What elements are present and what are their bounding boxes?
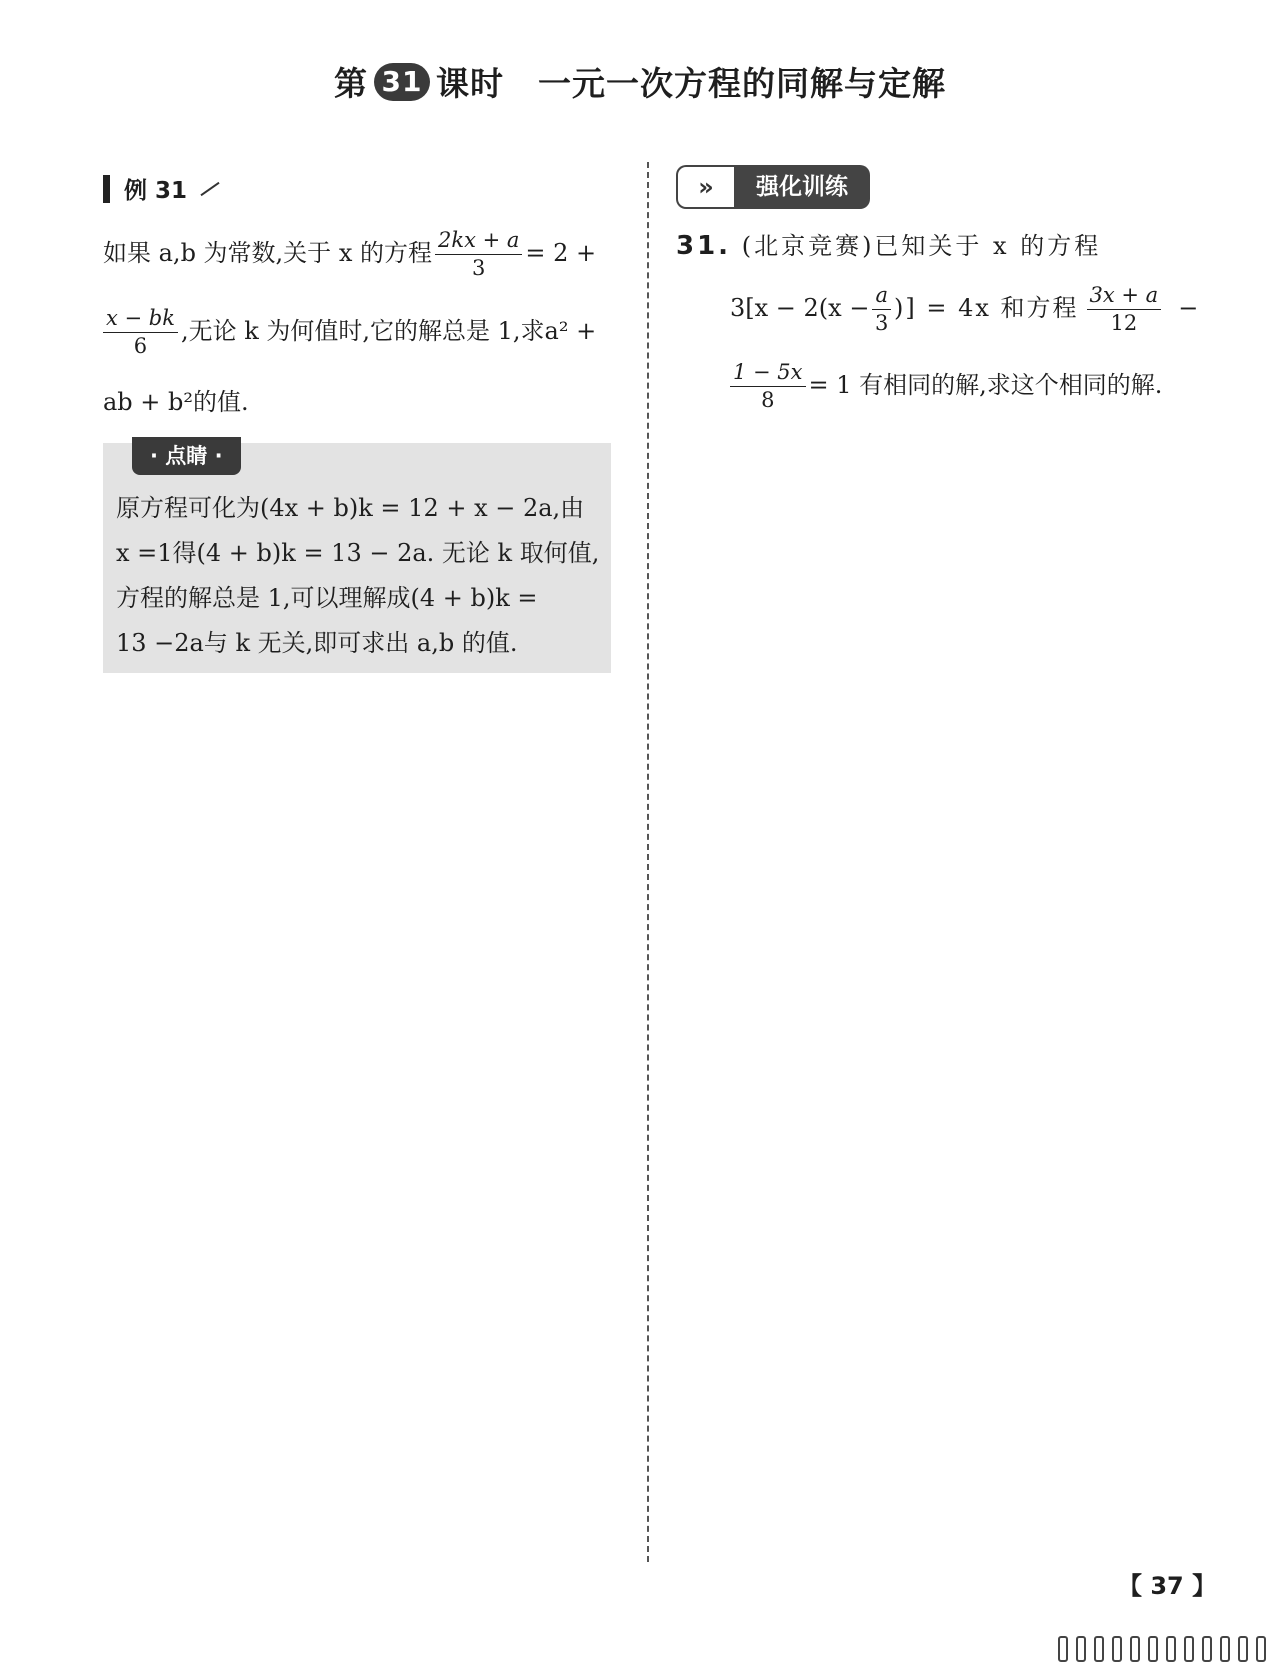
question-line-3 [730, 362, 1162, 411]
slash-icon [200, 181, 219, 195]
hint-line: 13 −2a与 k 无关,即可求出 a,b 的值. [116, 629, 518, 657]
question-number: 31. [676, 231, 732, 261]
question-line-1 [676, 233, 1101, 259]
equation-fraction: $\frac{a}{3}$ [872, 285, 891, 334]
question-text-1: (北京竞赛)已知关于 x 的方程 [741, 232, 1102, 260]
example-line-2 [103, 308, 596, 357]
training-label: 强化训练 [734, 165, 870, 209]
question-text-3: = 1 有相同的解,求这个相同的解. [808, 371, 1163, 399]
double-chevron-icon: » [676, 165, 734, 209]
example-text-1: 如果 a,b 为常数,关于 x 的方程 [103, 239, 432, 267]
equation-fraction-3: $\frac{1 - 5x}{8}$ [730, 362, 806, 411]
example-heading [103, 172, 221, 205]
hint-text [116, 486, 604, 666]
page-title [0, 58, 1280, 105]
equation-fraction-2: $\frac{3x + a}{12}$ [1087, 285, 1162, 334]
hint-line: 方程的解总是 1,可以理解成(4 + b)k = [116, 584, 538, 612]
hint-line: x =1得(4 + b)k = 13 − 2a. 无论 k 取何值, [116, 539, 600, 567]
heading-bar-icon [103, 175, 110, 203]
fraction-2: $\frac{x - bk}{6}$ [103, 308, 178, 357]
page-number: 【 37 】 [1118, 1572, 1217, 1600]
hint-line: 原方程可化为(4x + b)k = 12 + x − 2a,由 [116, 494, 585, 522]
minus-sign: − [1178, 294, 1199, 322]
lesson-number-badge: 31 [374, 63, 430, 101]
example-text-2: ,无论 k 为何值时,它的解总是 1,求a² + [180, 317, 597, 345]
example-line-1 [103, 230, 596, 279]
question-line-2 [730, 285, 1198, 334]
example-label: 例 31 [124, 178, 188, 204]
scan-marks-icon [1058, 1636, 1266, 1662]
equation-part-2: )] = 4x 和方程 [893, 294, 1079, 322]
example-line-3 [103, 390, 249, 414]
fraction-1: $\frac{2kx + a}{3}$ [435, 230, 522, 279]
equation-part-1: 3[x − 2(x − [730, 294, 870, 322]
example-text-3: ab + b²的值. [103, 388, 249, 416]
title-prefix: 第 [334, 64, 368, 103]
title-text: 一元一次方程的同解与定解 [538, 64, 946, 103]
hint-tag: · 点睛 · [132, 437, 241, 475]
title-suffix: 课时 [436, 64, 504, 103]
column-divider [647, 162, 649, 1562]
training-header [676, 165, 870, 209]
example-text-1-tail: = 2 + [525, 239, 597, 267]
